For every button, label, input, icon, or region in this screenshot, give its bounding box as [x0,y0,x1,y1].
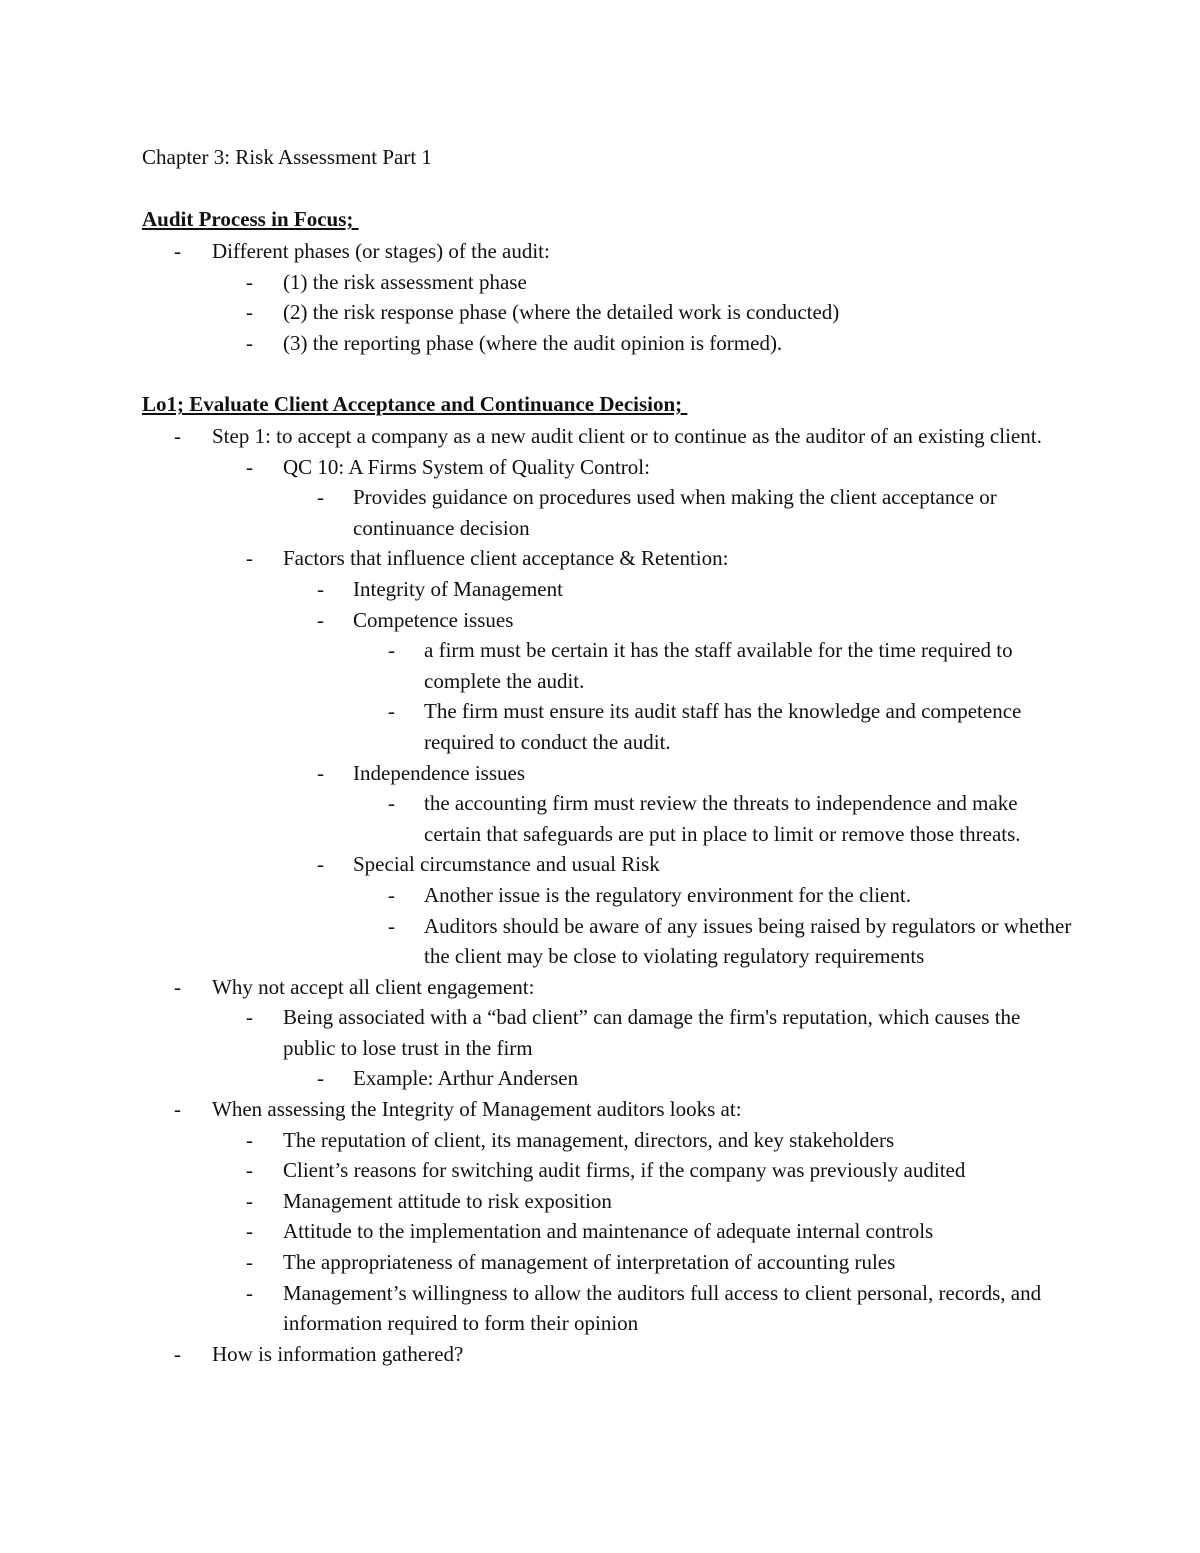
bullet-text: The appropriateness of management of interpretation of accounting rules [283,1250,896,1275]
bullet-dash: - [388,791,395,816]
bullet-item [0,574,1200,605]
bullet-dash: - [246,1219,253,1244]
bullet-text: Different phases (or stages) of the audit: [212,239,550,263]
bullet-item [0,1094,1200,1125]
bullet-text: Why not accept all client engagement: [212,974,535,999]
bullet-item [0,911,1200,972]
bullet-item [0,297,1200,328]
bullet-item [0,452,1200,483]
bullet-item [0,880,1200,911]
bullet-text: The firm must ensure its audit staff has the knowledge and competence required to conduct the audit. [424,699,1022,754]
bullet-dash: - [174,1097,181,1122]
bullet-item [0,543,1200,574]
bullet-text: Competence issues [353,607,514,632]
bullet-text: When assessing the Integrity of Management auditors looks at: [212,1097,742,1122]
bullet-item [0,421,1200,452]
bullet-text: Being associated with a “bad client” can damage the firm's reputation, which causes the public to lose trust in the firm [283,1005,1021,1060]
bullet-text: Another issue is the regulatory environment for the client. [424,882,911,907]
bullet-text: (2) the risk response phase (where the detailed work is conducted) [283,300,840,325]
bullet-dash: - [174,1341,181,1366]
bullet-dash: - [317,852,324,877]
bullet-text: Special circumstance and usual Risk [353,852,660,877]
bullet-item [0,696,1200,757]
bullet-dash: - [246,454,253,479]
bullet-dash: - [246,269,253,294]
bullet-text: (3) the reporting phase (where the audit opinion is formed). [283,330,783,355]
bullet-item [0,482,1200,543]
bullet-item [0,1063,1200,1094]
bullet-dash: - [174,239,181,263]
bullet-item [0,1155,1200,1186]
bullet-dash: - [246,1127,253,1152]
bullet-text: Client’s reasons for switching audit firms, if the company was previously audited [283,1158,966,1183]
bullet-item [0,605,1200,636]
bullet-dash: - [317,1066,324,1091]
bullet-item [0,236,1200,267]
bullet-text: (1) the risk assessment phase [283,269,527,294]
bullet-item [0,1216,1200,1247]
bullet-list-audit-process [0,236,1200,358]
bullet-dash: - [246,1188,253,1213]
section-heading-audit-process: Audit Process in Focus; [142,207,359,231]
bullet-item [0,1002,1200,1063]
bullet-dash: - [317,576,324,601]
bullet-dash: - [246,1280,253,1305]
bullet-item [0,1278,1200,1339]
bullet-text: Provides guidance on procedures used when making the client acceptance or continuance decision [353,485,997,540]
bullet-dash: - [388,882,395,907]
bullet-dash: - [246,1158,253,1183]
bullet-text: How is information gathered? [212,1341,464,1366]
bullet-item [0,788,1200,849]
bullet-list-lo1 [0,421,1200,1369]
bullet-text: Integrity of Management [353,576,563,601]
bullet-item [0,758,1200,789]
bullet-dash: - [317,760,324,785]
bullet-dash: - [388,699,395,724]
bullet-item [0,328,1200,359]
bullet-dash: - [246,1250,253,1275]
bullet-dash: - [388,638,395,663]
bullet-text: a firm must be certain it has the staff available for the time required to complete the audit. [424,638,1013,693]
bullet-item [0,1339,1200,1370]
bullet-item [0,635,1200,696]
bullet-dash: - [246,1005,253,1030]
bullet-item [0,1186,1200,1217]
bullet-text: Management attitude to risk exposition [283,1188,612,1213]
section-heading-lo1: Lo1; Evaluate Client Acceptance and Continuance Decision; [142,392,688,416]
bullet-text: Example: Arthur Andersen [353,1066,579,1091]
bullet-dash: - [174,424,181,448]
bullet-text: Factors that influence client acceptance & Retention: [283,546,729,571]
bullet-item [0,972,1200,1003]
bullet-text: Management’s willingness to allow the auditors full access to client personal, records, and information required to form their opinion [283,1280,1042,1336]
bullet-text: The reputation of client, its management, directors, and key stakeholders [283,1127,895,1152]
bullet-item [0,1125,1200,1156]
bullet-text: QC 10: A Firms System of Quality Control: [283,454,650,479]
bullet-text: Attitude to the implementation and maintenance of adequate internal controls [283,1219,934,1244]
bullet-text: Auditors should be aware of any issues being raised by regulators or whether the client may be close to violating regulatory requirements [424,913,1072,969]
chapter-title: Chapter 3: Risk Assessment Part 1 [142,145,432,169]
bullet-text: Step 1: to accept a company as a new audit client or to continue as the auditor of an existing client. [212,424,1042,448]
bullet-dash: - [246,300,253,325]
bullet-dash: - [174,974,181,999]
bullet-dash: - [317,485,324,510]
bullet-dash: - [317,607,324,632]
bullet-dash: - [246,546,253,571]
bullet-item [0,267,1200,298]
bullet-dash: - [246,330,253,355]
bullet-dash: - [388,913,395,938]
bullet-item [0,1247,1200,1278]
bullet-item [0,849,1200,880]
bullet-text: Independence issues [353,760,526,785]
bullet-text: the accounting firm must review the threats to independence and make certain that safeguards are put in place to limit or remove those threats. [424,791,1021,846]
